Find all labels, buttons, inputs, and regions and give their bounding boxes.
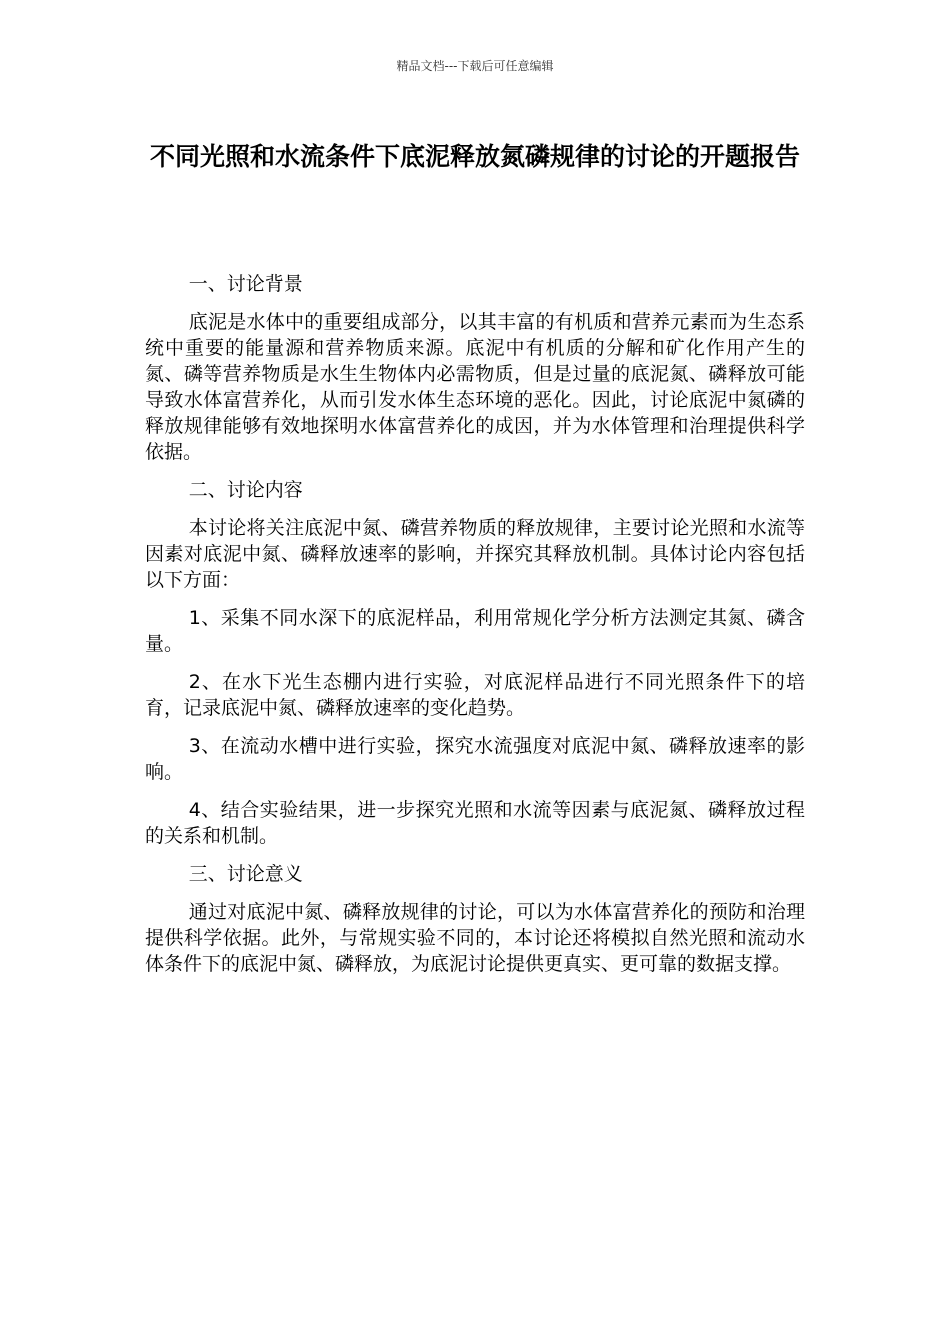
paragraph-background: 底泥是水体中的重要组成部分，以其丰富的有机质和营养元素而为生态系统中重要的能量源和营养物质来源。底泥中有机质的分解和矿化作用产生的氮、磷等营养物质是水生生物体内必需物质，但是过量的底泥氮、磷释放可能导致水体富营养化，从而引发水体生态环境的恶化。因此，讨论底泥中氮磷的释放规律能够有效地探明水体富营养化的成因，并为水体管理和治理提供科学依据。 — [145, 311, 805, 463]
section-heading-background: 一、讨论背景 — [188, 273, 303, 295]
paragraph-content-intro: 本讨论将关注底泥中氮、磷营养物质的释放规律，主要讨论光照和水流等因素对底泥中氮、磷释放速率的影响，并探究其释放机制。具体讨论内容包括以下方面： — [145, 517, 805, 591]
section-heading-content: 二、讨论内容 — [188, 479, 303, 501]
document-title: 不同光照和水流条件下底泥释放氮磷规律的讨论的开题报告 — [149, 142, 800, 171]
list-item-3: 3、在流动水槽中进行实验，探究水流强度对底泥中氮、磷释放速率的影响。 — [145, 735, 805, 783]
list-item-1: 1、采集不同水深下的底泥样品，利用常规化学分析方法测定其氮、磷含量。 — [145, 607, 805, 655]
list-item-4: 4、结合实验结果，进一步探究光照和水流等因素与底泥氮、磷释放过程的关系和机制。 — [145, 799, 805, 847]
paragraph-significance: 通过对底泥中氮、磷释放规律的讨论，可以为水体富营养化的预防和治理提供科学依据。此外，与常规实验不同的，本讨论还将模拟自然光照和流动水体条件下的底泥中氮、磷释放，为底泥讨论提供更真实、更可靠的数据支撑。 — [145, 901, 805, 975]
list-item-2: 2、在水下光生态棚内进行实验，对底泥样品进行不同光照条件下的培育，记录底泥中氮、磷释放速率的变化趋势。 — [145, 671, 805, 719]
section-heading-significance: 三、讨论意义 — [188, 863, 303, 885]
header-note: 精品文档---下载后可任意编辑 — [396, 59, 554, 73]
document-body — [145, 265, 805, 989]
